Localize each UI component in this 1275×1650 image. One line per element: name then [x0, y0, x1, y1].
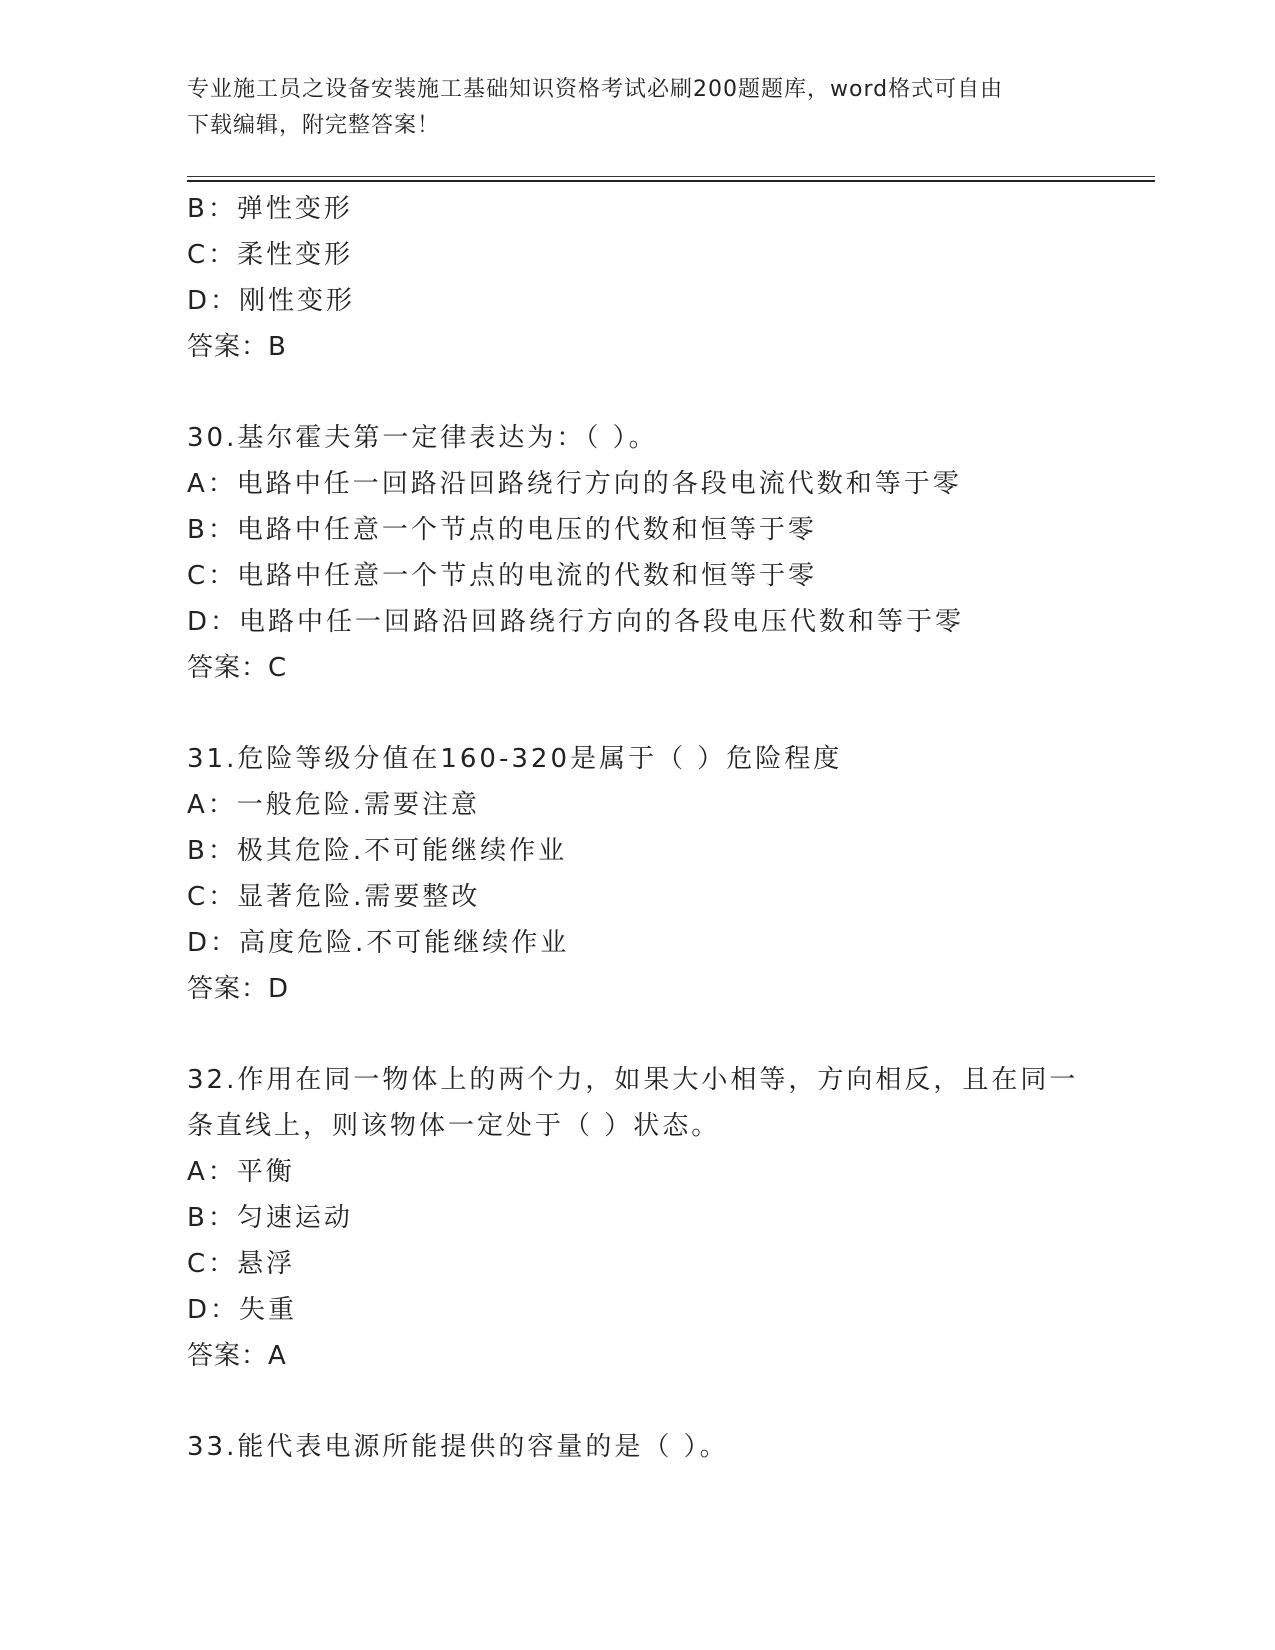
- option-d: D：失重: [187, 1295, 298, 1325]
- header-line-1: 专业施工员之设备安装施工基础知识资格考试必刷200题题库，word格式可自由: [187, 77, 1004, 102]
- document-header: [187, 72, 1087, 144]
- option-b: B：电路中任意一个节点的电压的代数和恒等于零: [187, 515, 817, 545]
- option-c: C：显著危险.需要整改: [187, 882, 481, 912]
- option-a: A：电路中任一回路沿回路绕行方向的各段电流代数和等于零: [187, 469, 962, 499]
- question-30: [187, 415, 1147, 691]
- option-b: B：弹性变形: [187, 194, 353, 224]
- question-29-continued: [187, 186, 1147, 370]
- question-stem-line-1: 32.作用在同一物体上的两个力，如果大小相等，方向相反，且在同一: [187, 1065, 1079, 1095]
- answer-line: 答案：A: [187, 1341, 287, 1371]
- option-c: C：悬浮: [187, 1249, 296, 1279]
- question-31: [187, 736, 1147, 1012]
- option-c: C：电路中任意一个节点的电流的代数和恒等于零: [187, 561, 818, 591]
- question-stem: 31.危险等级分值在160-320是属于（ ）危险程度: [187, 744, 843, 774]
- header-divider-thin: [187, 176, 1155, 177]
- header-divider-thick: [187, 180, 1155, 182]
- option-a: A：一般危险.需要注意: [187, 790, 481, 820]
- option-d: D：刚性变形: [187, 286, 356, 316]
- question-32: [187, 1057, 1147, 1379]
- option-d: D：电路中任一回路沿回路绕行方向的各段电压代数和等于零: [187, 607, 965, 637]
- question-33: [187, 1424, 1147, 1470]
- question-stem: 30.基尔霍夫第一定律表达为：（ ）。: [187, 423, 658, 453]
- question-list: [187, 186, 1147, 1470]
- option-c: C：柔性变形: [187, 240, 354, 270]
- option-d: D：高度危险.不可能继续作业: [187, 928, 570, 958]
- answer-line: 答案：D: [187, 974, 290, 1004]
- answer-line: 答案：B: [187, 332, 287, 362]
- option-b: B：匀速运动: [187, 1203, 353, 1233]
- option-a: A：平衡: [187, 1157, 295, 1187]
- question-stem: 33.能代表电源所能提供的容量的是（ ）。: [187, 1432, 729, 1462]
- answer-line: 答案：C: [187, 653, 288, 683]
- header-line-2: 下载编辑，附完整答案！: [187, 113, 441, 138]
- question-stem-line-2: 条直线上，则该物体一定处于（ ）状态。: [187, 1111, 721, 1141]
- option-b: B：极其危险.不可能继续作业: [187, 836, 568, 866]
